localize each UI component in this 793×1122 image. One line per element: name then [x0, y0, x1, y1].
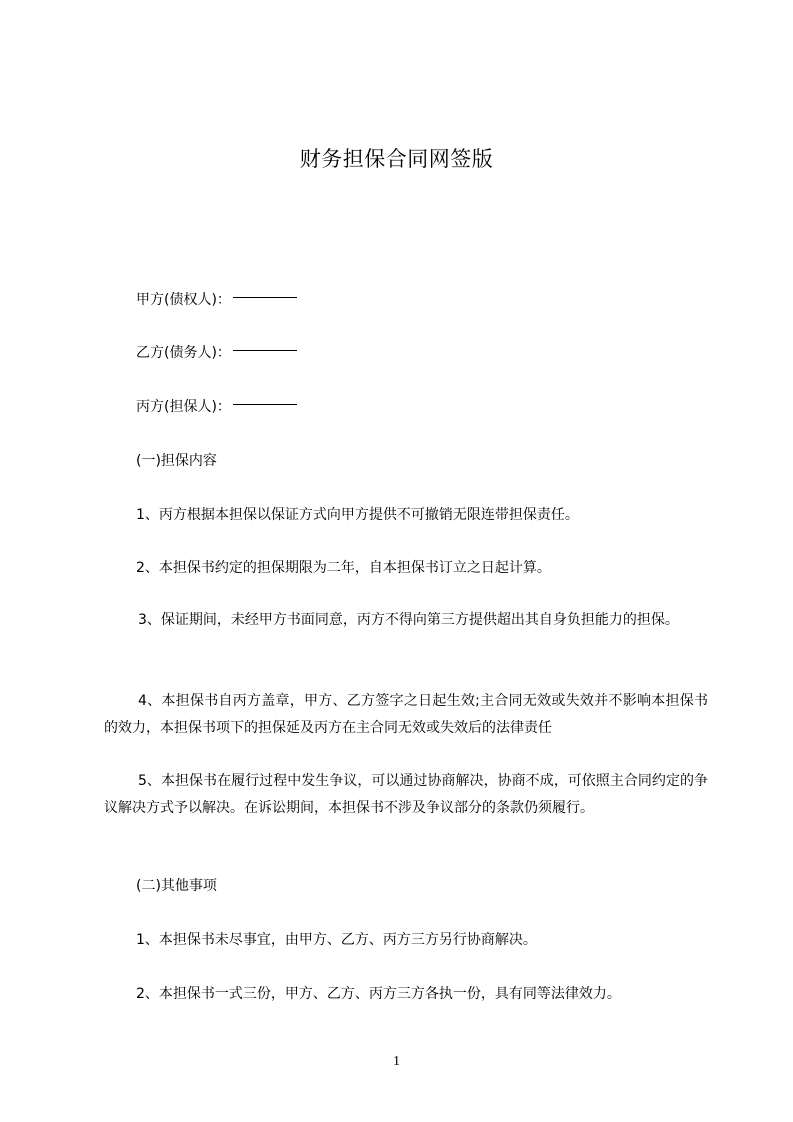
section-2-item-1: 1、本担保书未尽事宜，由甲方、乙方、丙方三方另行协商解决。 [136, 932, 537, 948]
section-1-item-3: 3、保证期间，未经甲方书面同意，丙方不得向第三方提供超出其自身负担能力的担保。 [138, 612, 679, 628]
section-1-heading: (一)担保内容 [136, 453, 217, 469]
section-2-item-2: 2、本担保书一式三份，甲方、乙方、丙方三方各执一份，具有同等法律效力。 [136, 986, 621, 1002]
section-1-item-2: 2、本担保书约定的担保期限为二年，自本担保书订立之日起计算。 [136, 560, 551, 576]
party-a-label: 甲方(债权人)： [136, 292, 231, 308]
party-c-line [136, 394, 297, 420]
section-1-item-4: 4、本担保书自丙方盖章，甲方、乙方签字之日起生效;主合同无效或失效并不影响本担保书的效力，本担保书项下的担保延及丙方在主合同无效或失效后的法律责任 [104, 693, 708, 736]
party-c-label: 丙方(担保人)： [136, 399, 231, 415]
section-2-heading: (二)其他事项 [136, 878, 217, 894]
party-b-blank [233, 350, 297, 351]
document-title: 财务担保合同网签版 [299, 147, 494, 171]
party-a-line [136, 287, 297, 313]
party-b-label: 乙方(债务人)： [136, 345, 231, 361]
section-1-item-1: 1、丙方根据本担保以保证方式向甲方提供不可撤销无限连带担保责任。 [136, 507, 579, 523]
party-a-blank [233, 297, 297, 298]
page-number: 1 [393, 1054, 400, 1069]
party-c-blank [233, 404, 297, 405]
party-b-line [136, 340, 297, 366]
section-1-item-5: 5、本担保书在履行过程中发生争议，可以通过协商解决，协商不成，可依照主合同约定的争议解决方式予以解决。在诉讼期间，本担保书不涉及争议部分的条款仍须履行。 [104, 773, 708, 816]
